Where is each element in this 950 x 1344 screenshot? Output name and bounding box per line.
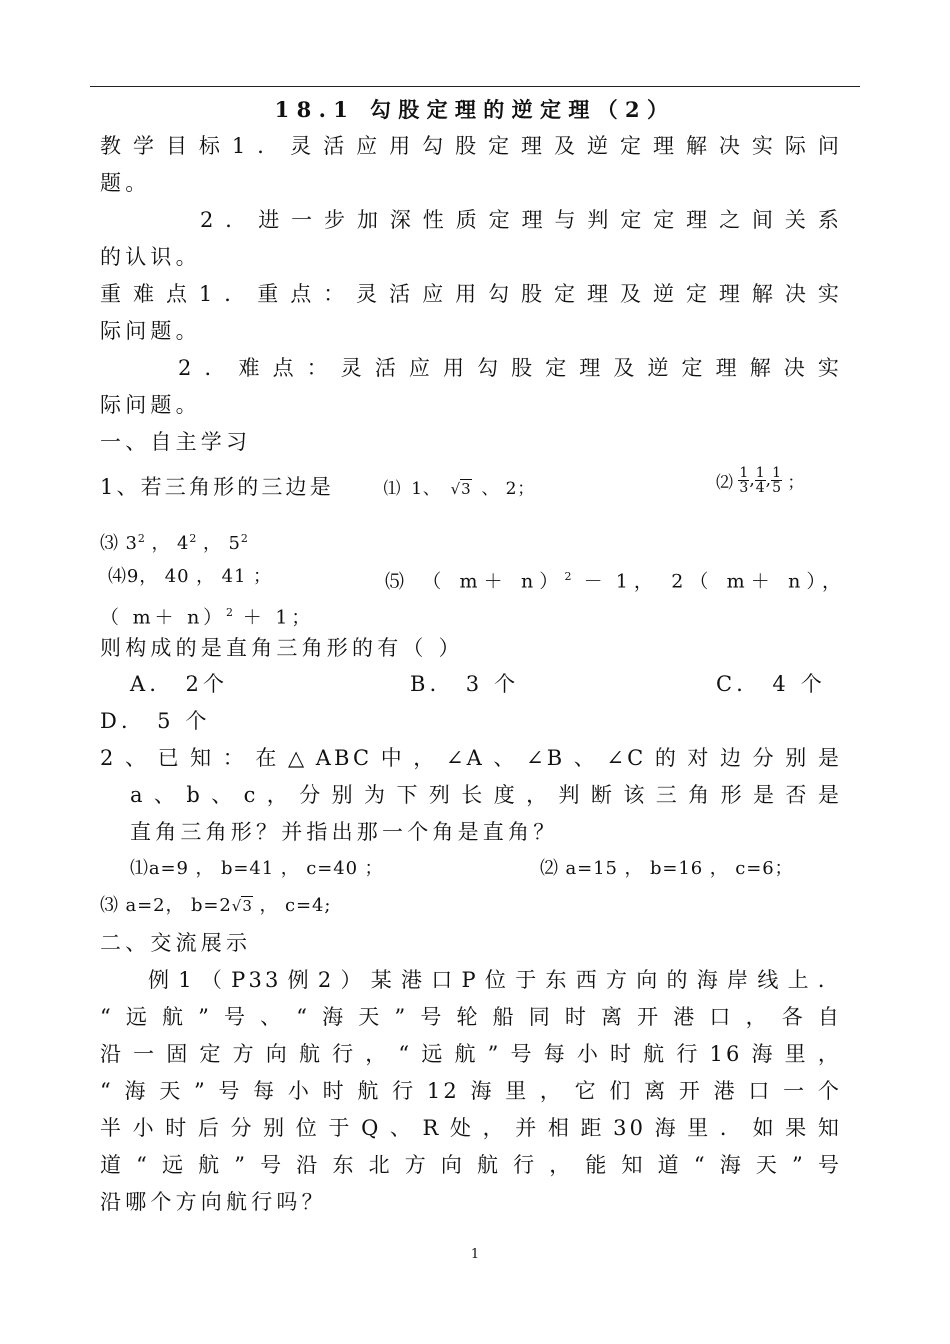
q1-opt5: ⑸ （ m＋ n）$^2$ － 1， 2（ m＋ n）， (385, 570, 843, 593)
frac-1-4: $\frac{1}{4}$ (755, 465, 765, 496)
q2-part-2: ⑵ a=15 ， b=16 ， c=6； (540, 858, 794, 879)
choice-d: D． 5 个 (100, 709, 211, 733)
q1-opt4: ⑷9， 40 ， 41 ； (108, 566, 272, 587)
q2-line-1: 2、已知：在△ABC中，∠A、∠B、∠C的对边分别是 (100, 746, 842, 770)
q2-line-2: a、b、c，分别为下列长度，判断该三角形是否是 (130, 783, 842, 807)
q1-opt5-cont: （ m＋ n）$^2$ ＋ 1； (100, 606, 315, 629)
goals-line-4: 的认识。 (100, 245, 201, 269)
q1-opt1-label: ⑴ (383, 479, 402, 499)
q1-opt1-sqrt: √3 (450, 480, 471, 498)
example-line-5: 半小时后分别位于Q、R处，并相距30海里．如果知 (100, 1116, 842, 1140)
goals-line-1: 教学目标1．灵活应用勾股定理及逆定理解决实际问 (100, 134, 842, 158)
choice-b: B． 3 个 (410, 672, 520, 696)
q1-lead: 1、若三角形的三边是 (100, 475, 334, 499)
keypoints-line-2: 际问题。 (100, 319, 201, 343)
q2-part-1: ⑴a=9 ， b=41 ， c=40 ； (130, 858, 384, 879)
example-line-2: “远航”号、“海天”号轮船同时离开港口，各自 (100, 1005, 842, 1029)
page-title: 18.1 勾股定理的逆定理（2） (274, 97, 676, 122)
keypoints-line-4: 际问题。 (100, 393, 201, 417)
example-line-1: 例1（P33例2）某港口P位于东西方向的海岸线上． (148, 968, 842, 992)
goals-line-2: 题。 (100, 171, 151, 195)
section-self-study: 一、自主学习 (100, 430, 252, 454)
q1-opt2-end: ； (787, 473, 805, 493)
q1-opt1-b: 、 2； (481, 479, 536, 499)
q1-opt3: ⑶ $3^2$ ， $4^2$ ， $5^2$ (100, 532, 248, 554)
frac-1-5: $\frac{1}{5}$ (772, 465, 781, 496)
example-line-4: “海天”号每小时航行12海里，它们离开港口一个 (100, 1079, 842, 1103)
q1-opt2-label: ⑵ (716, 473, 733, 493)
example-line-7: 沿哪个方向航行吗？ (100, 1190, 327, 1214)
keypoints-line-1: 重难点1．重点：灵活应用勾股定理及逆定理解决实 (100, 282, 842, 306)
choice-c: C． 4 个 (716, 672, 826, 696)
q1-question: 则构成的是直角三角形的有（ ） (100, 636, 464, 660)
sqrt-3: √3 (231, 897, 252, 915)
page-number: 1 (470, 1247, 480, 1262)
q2-line-3: 直角三角形？并指出那一个角是直角？ (130, 820, 559, 844)
q2-part-3: ⑶ a=2， b=2√3 ， c=4; (100, 895, 332, 916)
goals-line-3: 2．进一步加深性质定理与判定定理之间关系 (200, 208, 842, 232)
q1-opt2: ⑵ $\frac{1}{3}$ , $\frac{1}{4}$ , $\frac{1}{5}$ ； (716, 465, 805, 496)
frac-1-3: $\frac{1}{3}$ (739, 465, 749, 496)
keypoints-line-3: 2．难点：灵活应用勾股定理及逆定理解决实 (178, 356, 842, 380)
example-line-6: 道“远航”号沿东北方向航行，能知道“海天”号 (100, 1153, 842, 1177)
header-rule (90, 86, 860, 87)
q1-opt1-a: 1、 (411, 479, 441, 499)
section-exchange: 二、交流展示 (100, 931, 252, 955)
choice-a: A． 2个 (130, 672, 229, 696)
example-line-3: 沿一固定方向航行，“远航”号每小时航行16海里， (100, 1042, 842, 1066)
